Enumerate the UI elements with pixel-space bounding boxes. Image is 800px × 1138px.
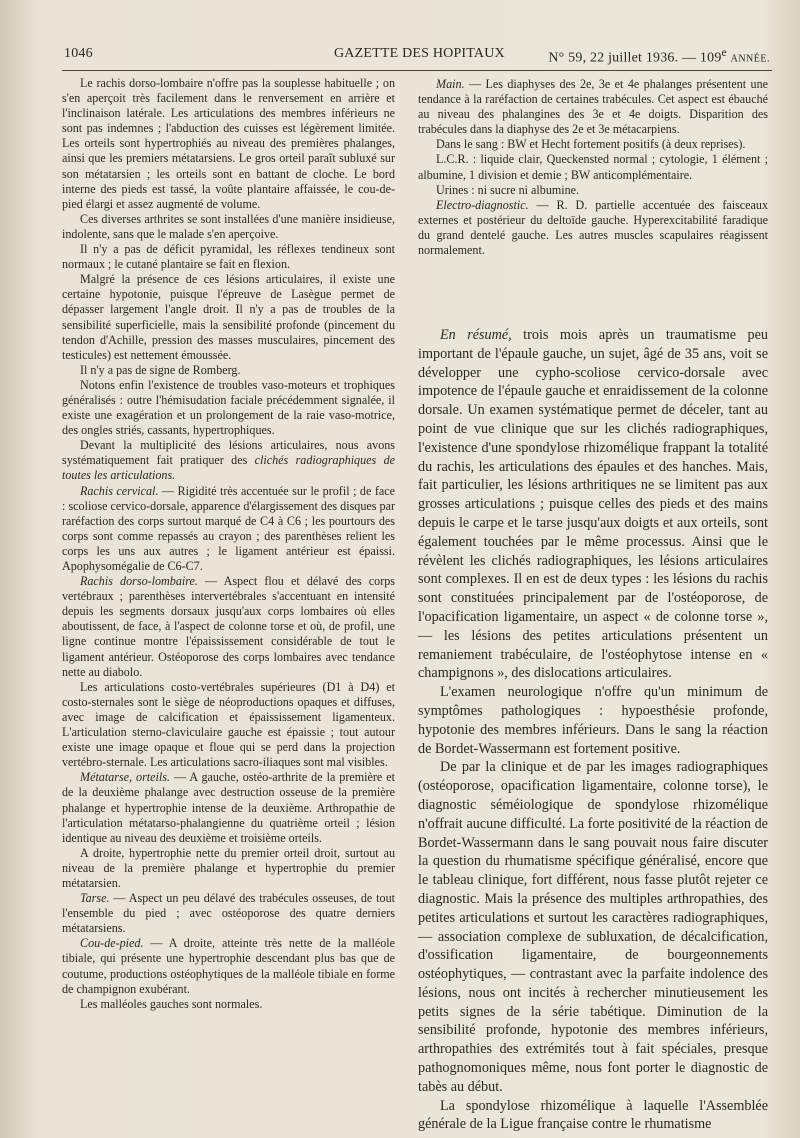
paragraph: Il n'y a pas de déficit pyramidal, les réflexes tendineux sont normaux ; le cutané plantaire se fait en flexion. <box>62 242 395 272</box>
paragraph: Il n'y a pas de signe de Romberg. <box>80 362 241 377</box>
section-label: Métatarse, orteils. <box>80 770 170 785</box>
section-label: Cou-de-pied. <box>80 936 144 951</box>
right-column-notes <box>418 77 768 258</box>
paragraph: L.C.R. : liquide clair, Queckensted normal ; cytologie, 1 élément ; albumine, 1 division et demie ; BW anticomplémentaire. <box>418 152 768 182</box>
paragraph: Métatarse, orteils. — A gauche, ostéo-arthrite de la première et de la deuxième phalange avec destruction osseuse de la première phalange et hypertrophie intense de la deuxième. Arthropathie de l'articulation métatarso-phalangienne du quatrième orteil ; lésion identique au niveau des deuxième et troisième orteils. <box>62 770 395 845</box>
section-label: Tarse. <box>80 891 110 906</box>
paragraph: Electro-diagnostic. — R. D. partielle accentuée des faisceaux externes et postérieur du deltoïde gauche. Hyperexcitabilité faradique du grand dentelé gauche. Les autres muscles scapulaires réagissent normalement. <box>418 197 768 258</box>
paragraph: Devant la multiplicité des lésions articulaires, nous avons systématiquement fait pratiquer des clichés radiographiques de toutes les articulations. <box>62 438 395 483</box>
paragraph: Tarse. — Aspect un peu délavé des trabécules osseuses, de tout l'ensemble du pied ; avec ostéoporose des quatre derniers métatarsiens. <box>62 891 395 936</box>
paragraph: De par la clinique et de par les images radiographiques (ostéoporose, opacification ligamentaire, colonne torse), le diagnostic séméiologique de spondylose rhizomélique n'offrait aucune difficulté. La forte positivité de la réaction de Bordet-Wassermann dans le sang pouvait nous faire discuter la question du rhumatisme spécifique généralisé, encore que le tableau clinique, fort différent, nous fasse plutôt rejeter ce diagnostic. Mais la présence des multiples arthropathies, des petites articulations et surtout les caractères radiographiques, — association complexe de subluxation, de décalcification, d'ossification ligamentaire, de bourgeonnements ostéophytiques, — contrastant avec la parfaite indolence des lésions, nous ont incités à rechercher minutieusement les petits signes de la série tabétique. Diminution de la sensibilité profonde, hypotonie des membres inférieurs, arthropathies des extrémités tout à fait spéciales, presque pathognomoniques même, nous font porter le diagnostic de tabès au début. <box>418 759 768 1095</box>
paragraph: Dans le sang : BW et Hecht fortement positifs (à deux reprises). <box>436 137 746 152</box>
paragraph: Cou-de-pied. — A droite, atteinte très nette de la malléole tibiale, qui présente une hypertrophie descendant plus bas que de coutume, productions ostéophytiques de la malléole tibiale en forme de champignon exubérant. <box>62 936 395 996</box>
paragraph: Rachis dorso-lombaire. — Aspect flou et délavé des corps vertébraux ; parenthèses intervertébrales s'accentuant en intensité depuis les segments dorsaux jusqu'aux corps lombaires où elles aboutissent, de face, à l'aspect de colonne torse et où, de profil, une ligne continue montre l'épaississement considérable de tout le ligament antérieur. Ostéoporose des corps lombaires avec tendance nette au diabolo. <box>62 574 395 679</box>
paragraph: Rachis cervical. — Rigidité très accentuée sur le profil ; de face : scoliose cervico-dorsale, apparence d'élargissement des disques par raréfaction des corps surtout marqué de C4 à C6 ; les pourtours des corps sont comme repassés au crayon ; des parenthèses relient les corps les uns aux autres ; le ligament antérieur est épaissi. Apophysomégalie de C6-C7. <box>62 483 395 573</box>
running-header <box>64 46 770 68</box>
paragraph: Notons enfin l'existence de troubles vaso-moteurs et trophiques généralisés : outre l'hémisudation faciale précédemment signalée, il existe une exagération et un prolongement de la raie vaso-motrice, des ongles striés, cassants, hypertrophiques. <box>62 377 395 438</box>
paragraph: Malgré la présence de ces lésions articulaires, il existe une certaine hypotonie, puisque l'épreuve de Lasègue permet de dépasser largement l'angle droit. Il n'y a pas de troubles de la sensibilité superficielle, mais la sensibilité profonde (pincement du tendon d'Achille, pression des masses musculaires, pincement des testicules) est nettement émoussée. <box>62 272 395 362</box>
paragraph: Main. — Les diaphyses des 2e, 3e et 4e phalanges présentent une tendance à la raréfaction de certaines trabécules. Cet aspect est ébauché au niveau des phalangines des 3e et 4e doigts. Disparition des trabécules dans la diaphyse des 2e et 3e métacarpiens. <box>418 77 768 137</box>
paragraph: En résumé, trois mois après un traumatisme peu important de l'épaule gauche, un sujet, âgé de 35 ans, voit se développer une cypho-scoliose cervico-dorsale avec impotence de l'épaule gauche et enraidissement de la colonne dorsale. Un examen systématique permet de déceler, tant au point de vue clinique que sur les clichés radiographiques, l'existence d'une spondylose rhizomélique frappant la totalité du rachis, les articulations des épaules et des hanches. Mais, fait particulier, les lésions arthritiques ne se limitent pas aux grosses articulations ; puisque celles des pieds et des mains depuis le carpe et le tarse jusqu'aux doigts et aux orteils, sont également touchées par le même processus. Ainsi que le révèlent les clichés radiographiques, les lésions articulaires sont complexes. Il en est de deux types : les lésions du rachis sont constituées principalement par de l'ostéoporose, de l'opacification ligamentaire, un aspect « de colonne torse », — les lésions des petites articulations présentent un remaniement trabéculaire, de l'ostéophytose intense en « champignons », des dislocations articulaires. <box>418 327 768 682</box>
journal-title: GAZETTE DES HOPITAUX <box>334 46 505 61</box>
right-column-summary <box>418 326 768 1134</box>
section-label: Rachis cervical. <box>80 483 159 498</box>
paragraph: Les articulations costo-vertébrales supérieures (D1 à D4) et costo-sternales sont le siège de néoproductions opaques et diffuses, avec image de calcification et épaississement ligamenteux. L'articulation sterno-claviculaire gauche est épaissie ; tout autour existe une image opaque et floue qui se perd dans la projection vertébro-sternale. Les articulations sacro-iliaques sont mal visibles. <box>62 679 395 770</box>
paragraph: L'examen neurologique n'offre qu'un minimum de symptômes pathologiques : hypoesthésie profonde, hypotonie des membres inférieurs. Dans le sang la réaction de Bordet-Wassermann est fortement positive. <box>418 684 768 757</box>
section-label: Main. <box>436 77 465 91</box>
section-label: Rachis dorso-lombaire. <box>80 574 198 589</box>
issue-info: N° 59, 22 juillet 1936. — 109e ANNÉE. <box>548 46 770 66</box>
paragraph: Ces diverses arthrites se sont installées d'une manière insidieuse, indolente, sans que le malade s'en aperçoive. <box>62 211 395 241</box>
paragraph: Les malléoles gauches sont normales. <box>80 996 263 1011</box>
section-label: Electro-diagnostic. <box>436 197 529 212</box>
page-number: 1046 <box>64 46 93 61</box>
paragraph: A droite, hypertrophie nette du premier orteil droit, surtout au niveau de la première phalange et hypertrophie du premier métatarsien. <box>62 845 395 890</box>
header-rule <box>62 70 772 71</box>
paragraph: Urines : ni sucre ni albumine. <box>436 182 580 197</box>
paragraph: La spondylose rhizomélique à laquelle l'Assemblée générale de la Ligue française contre le rhumatisme <box>418 1097 768 1133</box>
left-column <box>62 76 395 1012</box>
paragraph: Le rachis dorso-lombaire n'offre pas la souplesse habituelle ; on s'en aperçoit très facilement dans le renversement en arrière et l'inclinaison latérale. Les articulations des membres inférieurs ne sont pas indemnes ; l'abduction des cuisses est légèrement limitée. Les orteils sont hypertrophiés au niveau des premières phalanges, ainsi que les premiers métatarsiens. Le gros orteil paraît subluxé sur son métatarsien ; les orteils sont en battant de cloche. Le bord interne des pieds est tassé, la voûte plantaire affaissée, le cou-de-pied élargi et assez augmenté de volume. <box>62 76 395 211</box>
